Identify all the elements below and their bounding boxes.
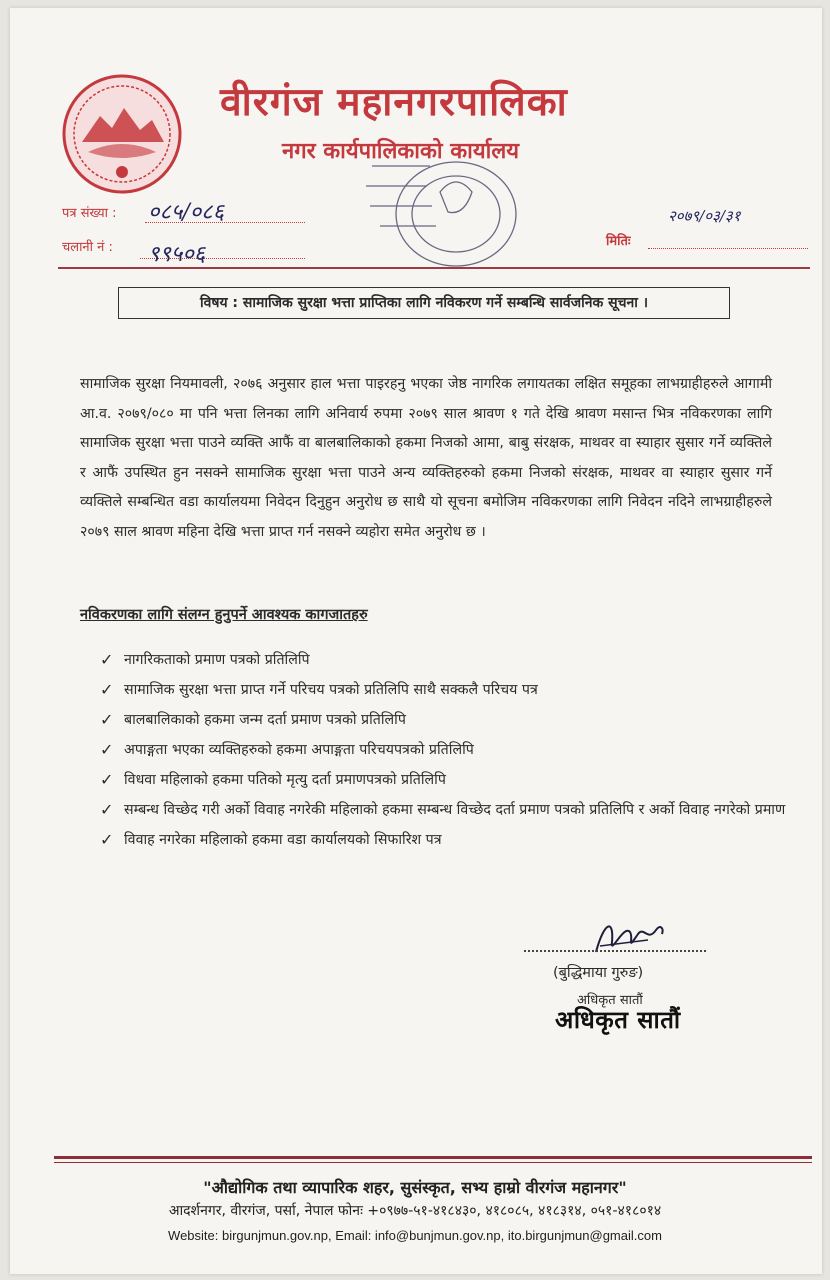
notice-body: सामाजिक सुरक्षा नियमावली, २०७६ अनुसार हाल भत्ता पाइरहनु भएका जेष्ठ नागरिक लगायतका लक्षित समूहका लाभग्राहीहरुले आगामी आ.व. २०७९/०८० मा पनि भत्ता लिनका लागि अनिवार्य रुपमा २०७९ साल श्रावण १ गते देखि श्रावण मसान्त भित्र नविकरणका लागि सामाजिक सुरक्षा भत्ता पाउने व्यक्ति आफैं वा बालबालिकाको हकमा निजको आमा, बाबु संरक्षक, माथवर वा स्याहार सुसार गर्ने व्यक्तिले र आफैं उपस्थित हुन नसक्ने सामाजिक सुरक्षा भत्ता पाउने अन्य व्यक्तिहरुको हकमा निजको संरक्षक, माथवर वा स्याहार सुसार गर्ने व्यक्तिले सम्बन्धित वडा कार्यालयमा निवेदन दिनुहुन अनुरोध छ साथै यो सूचना बमोजिम नविकरणका लागि निवेदन नदिने लाभग्राहीहरुले २०७९ साल श्रावण महिना देखि भत्ता प्राप्त गर्न नसक्ने व्यहोरा समेत अनुरोध छ । xyxy=(80,376,772,540)
list-item-text: विवाह नगरेका महिलाको हकमा वडा कार्यालयको सिफारिश पत्र xyxy=(124,832,442,848)
requirements-title: नविकरणका लागि संलग्न हुनुपर्ने आवश्यक कागजातहरु xyxy=(80,607,368,623)
subject-text: सामाजिक सुरक्षा भत्ता प्राप्तिका लागि नविकरण गर्ने सम्बन्धि सार्वजनिक सूचना । xyxy=(242,295,649,311)
subject-label: विषय : xyxy=(199,295,239,311)
footer-address: आदर्शनगर, वीरगंज, पर्सा, नेपाल फोनः +०९७७-५१-४१८४३०, ४१८०८५, ४१८३१४, ०५१-४१८०१४ xyxy=(168,1203,662,1219)
list-item-text: सम्बन्ध विच्छेद गरी अर्को विवाह नगरेकी महिलाको हकमा सम्बन्ध विच्छेद दर्ता प्रमाण पत्रको प्रतिलिपि र अर्को विवाह नगरेको प्रमाण xyxy=(124,802,786,818)
signatory-role-print: अधिकृत सातौं xyxy=(577,993,643,1008)
handwritten-signature xyxy=(590,912,670,962)
check-mark-icon: ✓ xyxy=(100,800,114,819)
dispatch-no-label: चलानी नं : xyxy=(62,240,113,255)
check-mark-icon: ✓ xyxy=(100,710,114,729)
footer-divider-thin xyxy=(54,1162,812,1163)
organization-name: वीरगंज महानगरपालिका xyxy=(220,80,568,125)
check-mark-icon: ✓ xyxy=(100,770,114,789)
footer-contact: Website: birgunjmun.gov.np, Email: info@bunjmun.gov.np, ito.birgunjmun@gmail.com xyxy=(168,1228,662,1243)
list-item-text: विधवा महिलाको हकमा पतिको मृत्यु दर्ता प्रमाणपत्रको प्रतिलिपि xyxy=(124,772,446,788)
signatory-role-stamp: अधिकृत सातौं xyxy=(555,1006,681,1034)
check-mark-icon: ✓ xyxy=(100,740,114,759)
footer-divider xyxy=(54,1156,812,1159)
footer-motto: "औद्योगिक तथा व्यापारिक शहर, सुसंस्कृत, सभ्य हाम्रो वीरगंज महानगर" xyxy=(203,1178,627,1197)
list-item xyxy=(100,676,790,704)
signatory-name: (बुद्धिमाया गुरुङ) xyxy=(553,965,644,981)
signature-line xyxy=(524,950,706,952)
check-mark-icon: ✓ xyxy=(100,650,114,669)
list-item-text: बालबालिकाको हकमा जन्म दर्ता प्रमाण पत्रको प्रतिलिपि xyxy=(124,712,406,728)
list-item-text: अपाङ्गता भएका व्यक्तिहरुको हकमा अपाङ्गता परिचयपत्रको प्रतिलिपि xyxy=(124,742,474,758)
list-item xyxy=(100,766,790,794)
office-name: नगर कार्यपालिकाको कार्यालय xyxy=(282,139,519,164)
check-mark-icon: ✓ xyxy=(100,680,114,699)
date-label: मितिः xyxy=(606,234,631,249)
list-item xyxy=(100,736,790,764)
date-value: २०७९/०३/३१ xyxy=(668,207,741,225)
check-mark-icon: ✓ xyxy=(100,830,114,849)
letter-no-value: ०८५/०८६ xyxy=(148,200,225,225)
municipality-emblem-icon xyxy=(60,72,184,196)
list-item-text: सामाजिक सुरक्षा भत्ता प्राप्त गर्ने परिचय पत्रको प्रतिलिपि साथै सक्कलै परिचय पत्र xyxy=(124,682,538,698)
list-item-text: नागरिकताको प्रमाण पत्रको प्रतिलिपि xyxy=(124,652,310,668)
list-item xyxy=(100,796,790,824)
list-item xyxy=(100,826,790,854)
list-item xyxy=(100,706,790,734)
header-divider xyxy=(58,267,810,269)
office-stamp xyxy=(352,152,528,274)
requirements-list xyxy=(100,646,790,856)
list-item xyxy=(100,646,790,674)
letter-no-label: पत्र संख्या : xyxy=(62,206,117,221)
date-line xyxy=(648,248,808,249)
dispatch-no-value: ९९५०६ xyxy=(148,242,206,267)
subject-box xyxy=(118,287,730,319)
